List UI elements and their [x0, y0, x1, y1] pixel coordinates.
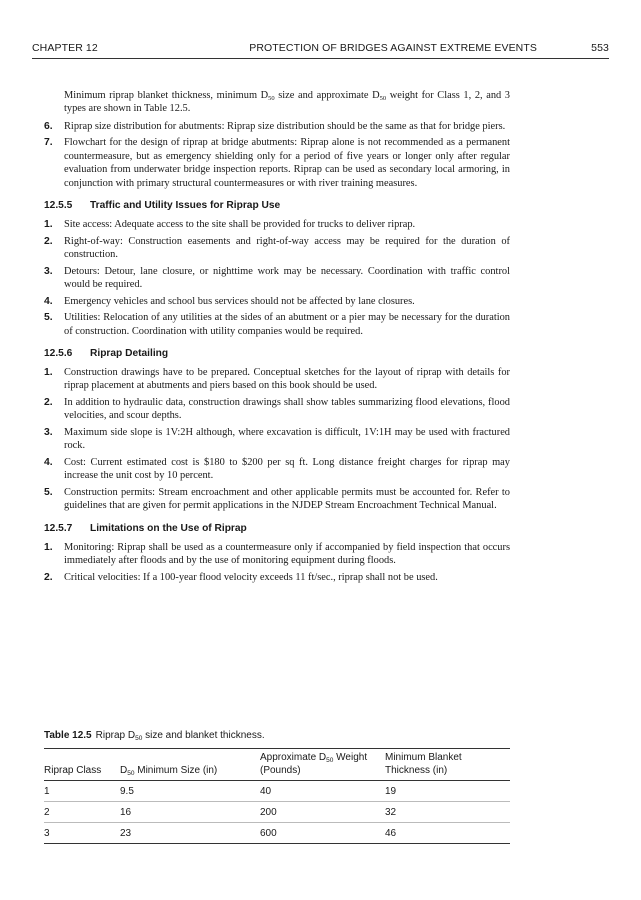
cell-min-size: 9.5	[120, 785, 134, 797]
riprap-table-block	[44, 730, 510, 844]
cell-class: 1	[44, 785, 50, 797]
table-header-row	[44, 749, 510, 781]
header-rule	[32, 58, 609, 59]
cell-weight: 40	[260, 785, 272, 797]
header-riprap-class: Riprap Class	[44, 764, 102, 776]
table-caption: Table 12.5 Riprap $D_{50}$ size and blanket thickness.	[44, 730, 265, 742]
list-item: 3. Maximum side slope is 1V:2H although, where excavation is difficult, 1V:1H may be used with fractured rock.	[44, 427, 510, 452]
riprap-table	[44, 748, 510, 844]
list-item: 1. Site access: Adequate access to the site shall be provided for trucks to deliver riprap.	[44, 219, 416, 231]
section-heading: 12.5.7 Limitations on the Use of Riprap	[44, 522, 247, 534]
list-item: 4. Emergency vehicles and school bus services should not be affected by lane closures.	[44, 295, 415, 307]
list-item: 7. Flowchart for the design of riprap at bridge abutments: Riprap alone is not recommended as a permanent countermeasure, but as emergency shielding only for a period of five years or longer only after regular evaluation from underwater bridge inspection reports. Riprap can be used as secondary local armoring, in conjunction with primary structural countermeasures or with river training measures.	[44, 137, 510, 189]
table-row	[44, 802, 510, 823]
section-heading: 12.5.5 Traffic and Utility Issues for Riprap Use	[44, 200, 281, 212]
list-item: 6. Riprap size distribution for abutments: Riprap size distribution should be the same as that for bridge piers.	[44, 120, 506, 132]
cell-min-size: 23	[120, 823, 260, 844]
running-title: PROTECTION OF BRIDGES AGAINST EXTREME EVENTS	[249, 42, 537, 54]
header-thickness: Minimum Blanket Thickness (in)	[385, 752, 462, 776]
list-item: 2. In addition to hydraulic data, construction drawings shall show tables summarizing flood elevations, flood velocities, and scour depths.	[44, 397, 510, 422]
cell-weight: 200	[260, 802, 385, 823]
table-row	[44, 823, 510, 844]
chapter-label: CHAPTER 12	[32, 42, 98, 54]
cell-class: 2	[44, 802, 120, 823]
list-item: 1. Construction drawings have to be prepared. Conceptual sketches for the layout of riprap with details for riprap placement at abutments and piers based on this book should be used.	[44, 367, 510, 392]
list-item: 3. Detours: Detour, lane closure, or nighttime work may be necessary. Coordination with traffic control would be required.	[44, 265, 510, 291]
section-heading: 12.5.6 Riprap Detailing	[44, 348, 169, 360]
table-row	[44, 781, 510, 802]
cell-thickness: 19	[385, 785, 397, 797]
header-min-size: $D_{50}$ Minimum Size (in)	[120, 764, 218, 777]
list-item: 2. Critical velocities: If a 100-year flood velocity exceeds 11 ft/sec., riprap shall not be used.	[44, 571, 438, 583]
cell-thickness: 46	[385, 823, 510, 844]
list-item: 4. Cost: Current estimated cost is $180 to $200 per sq ft. Long distance freight charges for riprap may increase the unit cost by 10 percent.	[44, 457, 510, 482]
cell-weight: 600	[260, 823, 385, 844]
body-text	[44, 89, 510, 587]
header-weight: Approximate $D_{50}$ Weight (Pounds)	[260, 752, 368, 776]
list-item: 5. Construction permits: Stream encroachment and other applicable permits must be accounted for. Refer to guidelines that are given for permit applications in the NJDEP Stream Encroachment Technical Manual.	[44, 487, 510, 512]
page-number: 553	[591, 42, 609, 54]
list-item: 1. Monitoring: Riprap shall be used as a countermeasure only if accompanied by field inspection that occurs immediately after floods and by the use of monitoring equipment during floods.	[44, 541, 510, 567]
cell-min-size: 16	[120, 802, 260, 823]
running-header	[32, 42, 609, 56]
continuation-paragraph: Minimum riprap blanket thickness, minimum $D_{50}$ size and approximate $D_{50}$ weight for Class 1, 2, and 3 types are shown in Table 12.5.	[64, 90, 510, 115]
list-item: 5. Utilities: Relocation of any utilities at the sides of an abutment or a pier may be necessary for the duration of construction. Coordination with utility companies would be required.	[44, 312, 510, 337]
cell-class: 3	[44, 823, 120, 844]
list-item: 2. Right-of-way: Construction easements and right-of-way access may be required for the duration of construction.	[44, 235, 510, 261]
cell-thickness: 32	[385, 802, 510, 823]
